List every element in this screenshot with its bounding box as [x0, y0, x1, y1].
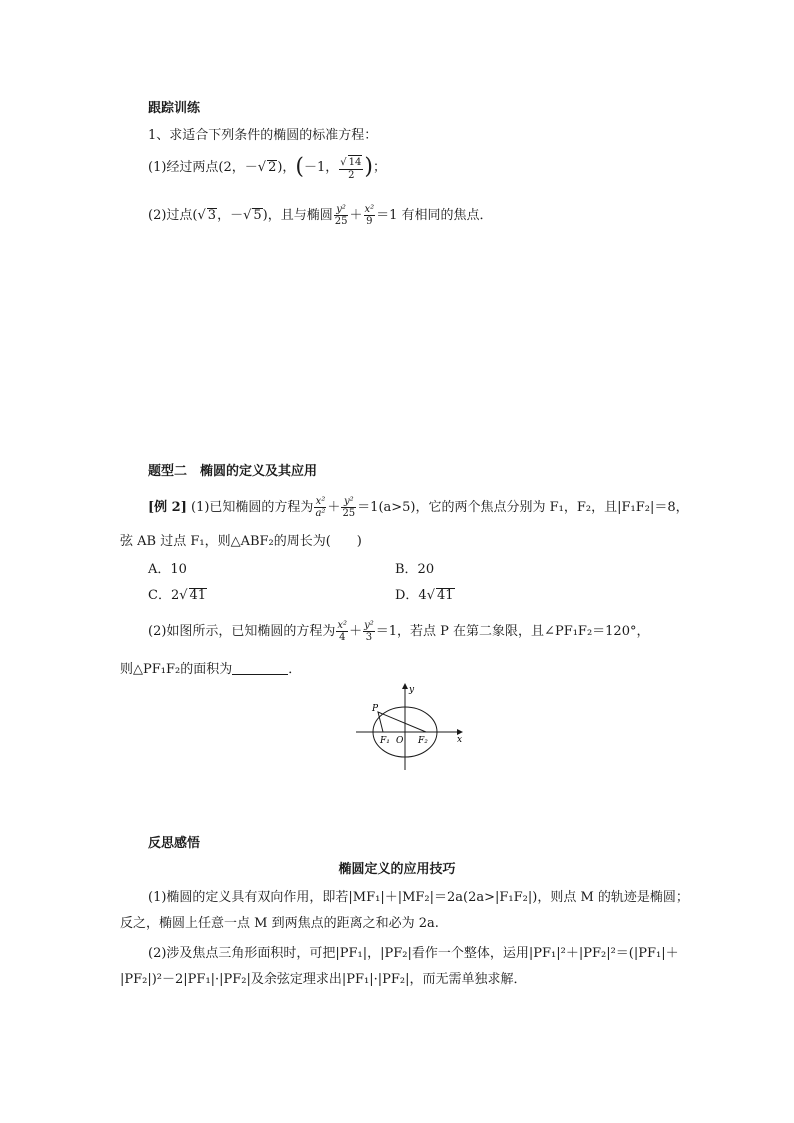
- fraction-y2-over-3: $\frac{\text{y²}}{3}$: [364, 620, 374, 643]
- tip-2-line2: |PF₂|)²－2|PF₁|·|PF₂|及余弦定理求出|PF₁|·|PF₂|，而无需单独求解．: [120, 972, 527, 987]
- question-1a: (1)经过两点(2，－√ 2)，(－1， $\frac{√ 14}{2}$ )；: [148, 148, 386, 188]
- label-f1: F₁: [380, 736, 390, 746]
- ellipse-figure: [350, 680, 470, 772]
- question-1-stem: 1、求适合下列条件的椭圆的标准方程：: [148, 128, 378, 143]
- label-f2: F₂: [418, 736, 428, 746]
- sqrt-sign: √: [257, 160, 267, 175]
- label-y: y: [409, 685, 415, 695]
- section-heading-reflection: 反思感悟: [148, 836, 201, 851]
- fraction-y2-over-25b: $\frac{\text{y²}}{25}$: [342, 496, 356, 519]
- sqrt-2: 2: [268, 160, 277, 175]
- sqrt-5: 5: [253, 208, 262, 223]
- section-heading-tracking: 跟踪训练: [148, 101, 201, 116]
- q1a-mid: )，: [277, 160, 296, 175]
- q1a-prefix: (1)经过两点(2，－: [148, 160, 258, 175]
- example-2-line1: [例 2] (1)已知椭圆的方程为 $\frac{\text{x²}}{\text{a²}}$ ＋ $\frac{\text{y²}}{25}$ ＝1(a>5)，它的两个焦点分别为 F₁，F₂，且|F₁F₂|＝8，: [148, 496, 689, 519]
- q1a-x: －1，: [304, 160, 339, 175]
- example-2-line2: 弦 AB 过点 F₁，则△ABF₂的周长为( ): [120, 534, 362, 549]
- label-x: x: [457, 735, 463, 745]
- fraction-x2-over-a2: $\frac{\text{x²}}{\text{a²}}$: [315, 496, 326, 519]
- example-2-part2-line1: (2)如图所示，已知椭圆的方程为 $\frac{\text{x²}}{4}$ ＋ $\frac{\text{y²}}{3}$ ＝1，若点 P 在第二象限，且∠PF₁F₂＝120°，: [148, 620, 650, 643]
- tip-2-line1: (2)涉及焦点三角形面积时，可把|PF₁|，|PF₂|看作一个整体，运用|PF₁|²＋|PF₂|²＝(|PF₁|＋: [148, 946, 679, 961]
- example-tag: [例 2]: [148, 500, 187, 515]
- tips-title: 椭圆定义的应用技巧: [338, 862, 456, 877]
- tip-1-line2: 反之，椭圆上任意一点 M 到两焦点的距离之和必为 2a.: [120, 916, 439, 931]
- option-d: D．4√ 41: [395, 588, 454, 603]
- answer-blank[interactable]: [232, 662, 288, 675]
- option-b: B．20: [395, 562, 435, 577]
- focal-triangle: [378, 712, 426, 732]
- fraction-y2-over-25: $\frac{\text{y²}}{25}$: [334, 204, 348, 227]
- fraction-x2-over-4: $\frac{\text{x²}}{4}$: [337, 620, 348, 643]
- label-p: P: [372, 704, 379, 714]
- section-heading-type2: 题型二 椭圆的定义及其应用: [148, 464, 318, 479]
- option-a: A．10: [148, 562, 187, 577]
- example-2-part2-line2: 则△PF₁F₂的面积为 ．: [120, 662, 302, 677]
- label-origin: O: [396, 736, 404, 746]
- option-c: C．2√ 41: [148, 588, 207, 603]
- fraction-x2-over-9: $\frac{\text{x²}}{9}$: [364, 204, 375, 227]
- left-paren: (: [295, 154, 305, 180]
- question-1b: (2)过点(√ 3，－√ 5)，且与椭圆 $\frac{\text{y²}}{25}$ ＋ $\frac{\text{x²}}{9}$ ＝1 有相同的焦点．: [148, 204, 493, 227]
- tip-1-line1: (1)椭圆的定义具有双向作用，即若|MF₁|＋|MF₂|＝2a(2a>|F₁F₂|)，则点 M 的轨迹是椭圆；: [148, 890, 689, 905]
- fraction-sqrt14-over-2: $\frac{√ 14}{2}$: [340, 156, 362, 181]
- right-paren: ): [364, 154, 373, 180]
- sqrt-3: 3: [207, 208, 217, 223]
